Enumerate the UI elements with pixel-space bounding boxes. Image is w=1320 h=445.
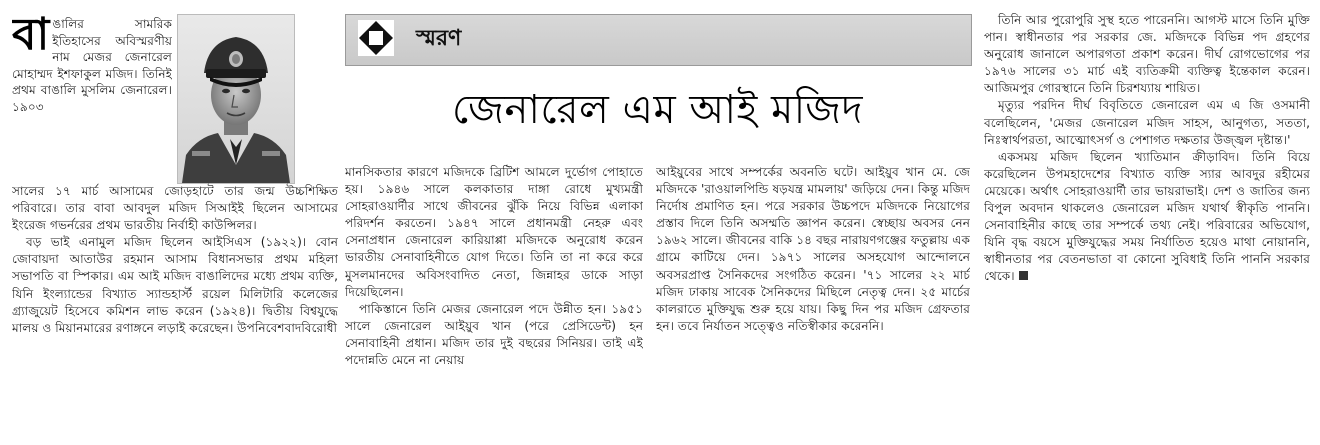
paragraph: সালের ১৭ মার্চ আসামের জোড়হাটে তার জন্ম উচ্চশিক্ষিত পরিবারে। তার বাবা আবদুল মজিদ সিআইই ছিলেন আসামের ইংরেজ গভর্নরের প্রথম ভারতীয় নির্বাহী কাউন্সিলর।	[12, 184, 338, 233]
column-4-body	[984, 12, 1310, 437]
intro-text: ঙালির সামরিক ইতিহাসের অবিস্মরণীয় নাম মেজর জেনারেল মোহাম্মদ ইশফাকুল মজিদ। তিনিই প্রথম বাঙালি মুসলিম জেনারেল। ১৯০৩	[12, 17, 172, 114]
paragraph: পাকিস্তানে তিনি মেজর জেনারেল পদে উন্নীত হন। ১৯৫১ সালে জেনারেল আইয়ুব খান (পরে প্রেসিডেন্ট) হন সেনাবাহিনী প্রধান। মজিদ তার দুই বছরের সিনিয়র। তাই এই পদোন্নতি মেনে না নেয়ায়	[345, 301, 643, 368]
paragraph: বড় ভাই এনামুল মজিদ ছিলেন আইসিএস (১৯২২)। বোন জোবায়দা আতাউর রহমান আসাম বিধানসভার প্রথম মহিলা সভাপতি বা স্পিকার। এম আই মজিদ বাঙালিদের মধ্যে প্রথম ব্যক্তি, যিনি ইংল্যান্ডের বিখ্যাত স্যান্ডহার্স্ট রয়েল মিলিটারি কলেজের গ্র্যাজুয়েট হিসেবে কমিশন লাভ করেন (১৯২৪)। দ্বিতীয় বিশ্বযুদ্ধে মালয় ও মিয়ানমারের রণাঙ্গনে লড়াই করেছেন। উপনিবেশবাদবিরোধী	[12, 235, 338, 335]
paragraph: মৃত্যুর পরদিন দীর্ঘ বিবৃতিতে জেনারেল এম এ জি ওসমানী বলেছিলেন, 'মেজর জেনারেল মজিদ সাহস, আনুগত্য, সততা, নিঃস্বার্থপরতা, আত্মোৎসর্গ ও পেশাগত দক্ষতার উজ্জ্বল দৃষ্টান্ত।'	[984, 98, 1310, 147]
column-1-body	[12, 183, 338, 435]
paragraph: মানসিকতার কারণে মজিদকে ব্রিটিশ আমলে দুর্ভোগ পোহাতে হয়। ১৯৪৬ সালে কলকাতার দাঙ্গা রোধে মুখ্যমন্ত্রী সোহরাওয়ার্দীর সাথে জীবনের ঝুঁকি নিয়ে বিভিন্ন এলাকা পরিদর্শন করতেন। ১৯৪৭ সালে প্রধানমন্ত্রী নেহরু এবং সেনাপ্রধান জেনারেল কারিয়াপ্পা মজিদকে অনুরোধ করেন ভারতীয় সেনাবাহিনীতে যোগ দিতে। তিনি তা না করে করে মুসলমানদের অবিসংবাদিত নেতা, জিন্নাহর ডাকে সাড়া দিয়েছিলেন।	[345, 165, 643, 299]
paragraph	[984, 149, 1310, 286]
dropcap: বা	[12, 16, 50, 60]
paragraph: তিনি আর পুরোপুরি সুস্থ হতে পারেননি। আগস্ট মাসে তিনি মুক্তি পান। স্বাধীনতার পর সরকার জে. মজিদকে বিভিন্ন পদ গ্রহণের অনুরোধ জানালে অপারগতা প্রকাশ করেন। দীর্ঘ রোগভোগের পর ১৯৭৬ সালের ৩১ মার্চ এই ব্যতিক্রমী ব্যক্তিত্ব ইন্তেকাল করেন। আজিমপুর গোরস্থানে তিনি চিরশয্যায় শায়িত।	[984, 13, 1310, 96]
end-square-icon	[1019, 271, 1028, 280]
paragraph-text: একসময় মজিদ ছিলেন খ্যাতিমান ক্রীড়াবিদ। তিনি বিয়ে করেছিলেন উপমহাদেশের বিখ্যাত ব্যক্তি স্যার আবদুর রহীমের মেয়েকে। অর্থাৎ সোহরাওয়ার্দী তার ভায়রাভাই। দেশ ও জাতির জন্য বিপুল অবদান থাকলেও জেনারেল মজিদ যথার্থ স্বীকৃতি পাননি। সেনাবাহিনীর কাছে তার সম্পর্কে তথ্য নেই। পরিবারের অভিযোগ, যিনি বৃদ্ধ বয়সে মুক্তিযুদ্ধের সময় নির্যাতিত হয়েও মাথা নোয়াননি, স্বাধীনতার পর বেতনভাতা বা কোনো সুবিধাই তিনি পাননি সরকার থেকে।	[984, 149, 1310, 284]
headline: জেনারেল এম আই মজিদ	[451, 87, 864, 133]
section-header	[345, 14, 972, 66]
intro-block	[12, 16, 172, 182]
paragraph: আইয়ুবের সাথে সম্পর্কের অবনতি ঘটে। আইয়ুব খান মে. জে মজিদকে 'রাওয়ালপিন্ডি ষড়যন্ত্র মামলায়' জড়িয়ে দেন। কিন্তু মজিদ নির্দোষ প্রমাণিত হন। পরে সরকার উচ্চপদে মজিদকে নিয়োগের প্রস্তাব দিলে তিনি অসম্মতি জ্ঞাপন করেন। স্বেচ্ছায় অবসর নেন ১৯৬২ সালে। জীবনের বাকি ১৪ বছর নারায়ণগঞ্জের ফতুল্লায় এক গ্রামে কাটিয়ে দেন। ১৯৭১ সালের অসহযোগ আন্দোলনে অবসরপ্রাপ্ত সৈনিকদের সংগঠিত করেন। '৭১ সালের ২২ মার্চ মজিদ ঢাকায় সাবেক সৈনিকদের মিছিলে নেতৃত্ব দেন। ২৫ মার্চের কালরাতে মুক্তিযুদ্ধ শুরু হয়ে যায়। কিছু দিন পর মজিদ গ্রেফতার হন। তবে নির্যাতন সত্ত্বেও নতিস্বীকার করেননি।	[656, 165, 970, 333]
column-2-body	[345, 164, 643, 435]
officer-portrait-icon	[178, 15, 294, 183]
column-3-body	[656, 164, 970, 435]
section-label: স্মরণ	[416, 26, 462, 51]
diamond-frame-icon	[358, 20, 394, 56]
portrait-photo	[177, 14, 295, 184]
